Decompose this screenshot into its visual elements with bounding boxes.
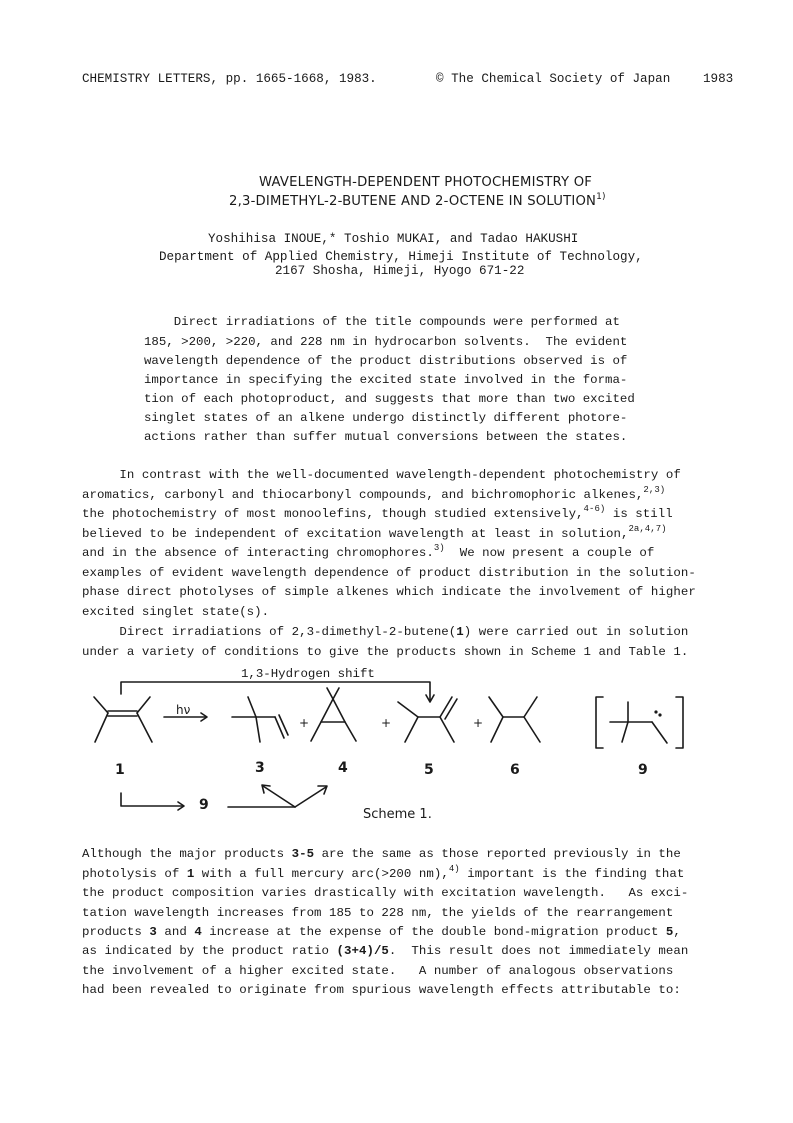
body-line [82,944,688,958]
body-text: Although the major products [82,847,292,861]
structure-compound-1 [94,697,152,742]
body-text: Direct irradiations of 2,3-dimethyl-2-butene( [82,625,457,639]
body-text: , [673,925,681,939]
compound-ref: 1 [186,867,195,881]
label-compound-3: 3 [255,760,265,776]
title-line-2-text: 2,3-DIMETHYL-2-BUTENE AND 2-OCTENE IN SOLUTION [229,194,597,209]
title-footnote: 1) [596,192,606,202]
label-intermediate-9: 9 [199,797,209,813]
label-compound-4: 4 [338,760,348,776]
bottom-v-arrows [228,785,327,807]
body-text: ) were carried out in solution [463,625,689,639]
abstract-line: Direct irradiations of the title compounds were performed at [144,315,620,329]
body-line: had been revealed to originate from spurious wavelength effects attributable to: [82,983,681,997]
plus-sign: + [381,716,392,730]
citation: 4-6) [583,504,606,514]
citation: 2a,4,7) [628,524,667,534]
reaction-arrow [164,713,207,721]
body-line [82,925,681,939]
body-text: and [156,925,195,939]
label-compound-5: 5 [424,762,434,778]
authors: Yoshihisa INOUE,* Toshio MUKAI, and Tadao HAKUSHI [208,232,579,246]
body-text: with a full mercury arc(>200 nm), [194,867,449,881]
body-text: are the same as those reported previously in the [314,847,681,861]
hv-label: hν [176,703,191,717]
compound-ref: 3 [149,925,157,939]
abstract-line: tion of each photoproduct, and suggests that more than two excited [144,392,635,406]
body-text: increase at the expense of the double bond-migration product [201,925,666,939]
affiliation-line-1: Department of Applied Chemistry, Himeji Institute of Technology, [159,250,643,264]
body-line: the product composition varies drastically with excitation wavelength. As exci- [82,886,689,900]
body-text: is still [605,507,673,521]
body-line: under a variety of conditions to give the products shown in Scheme 1 and Table 1. [82,645,689,659]
body-text: and in the absence of interacting chromophores. [82,546,434,560]
body-line [82,847,681,861]
title-line-1: WAVELENGTH-DEPENDENT PHOTOCHEMISTRY OF [259,175,593,190]
body-text: aromatics, carbonyl and thiocarbonyl compounds, and bichromophoric alkenes, [82,488,644,502]
compound-ref: 3-5 [291,847,315,861]
body-line [82,864,685,881]
hydrogen-shift-bracket [121,682,430,700]
compound-ref: 1 [456,625,464,639]
body-line: In contrast with the well-documented wavelength-dependent photochemistry of [82,468,681,482]
body-text: products [82,925,150,939]
journal-citation: CHEMISTRY LETTERS, pp. 1665-1668, 1983. [82,72,377,86]
scheme-caption: Scheme 1. [363,807,432,822]
citation: 4) [448,864,460,874]
compound-ref: 4 [194,925,202,939]
label-compound-1: 1 [115,762,125,778]
plus-sign: + [299,716,310,730]
copyright-notice: © The Chemical Society of Japan [436,72,671,86]
abstract-line: importance in specifying the excited state involved in the forma- [144,373,628,387]
label-compound-6: 6 [510,762,520,778]
body-text: as indicated by the product ratio [82,944,337,958]
bottom-path-arrow [121,793,184,810]
body-line: excited singlet state(s). [82,605,270,619]
body-text: . This result does not immediately mean [388,944,689,958]
structure-compound-4 [311,688,356,741]
abstract-line: 185, >200, >220, and 228 nm in hydrocarbon solvents. The evident [144,335,628,349]
citation: 2,3) [643,485,666,495]
structure-compound-9 [596,697,683,748]
structure-compound-5 [398,697,457,742]
abstract-line: singlet states of an alkene undergo distinctly different photore- [144,411,628,425]
structure-compound-6 [489,697,540,742]
body-line: phase direct photolyses of simple alkenes which indicate the involvement of higher [82,585,696,599]
body-text: important is the finding that [459,867,685,881]
affiliation-line-2: 2167 Shosha, Himeji, Hyogo 671-22 [275,264,525,278]
compound-ref: (3+4)/5 [336,944,389,958]
abstract-line: actions rather than suffer mutual conversions between the states. [144,430,628,444]
body-text: believed to be independent of excitation wavelength at least in solution, [82,527,629,541]
body-line: tation wavelength increases from 185 to 228 nm, the yields of the rearrangement [82,906,674,920]
citation: 3) [433,543,445,553]
hydrogen-shift-label: 1,3-Hydrogen shift [241,667,375,681]
body-text: the photochemistry of most monoolefins, though studied extensively, [82,507,584,521]
body-line: the involvement of a higher excited state. A number of analogous observations [82,964,674,978]
abstract-line: wavelength dependence of the product distributions observed is of [144,354,628,368]
header-year: 1983 [703,72,734,86]
body-line: examples of evident wavelength dependence of product distribution in the solution- [82,566,696,580]
compound-ref: 5 [665,925,674,939]
label-compound-9: 9 [638,762,648,778]
plus-sign: + [473,716,484,730]
body-text: We now present a couple of [444,546,655,560]
structure-compound-3 [232,697,288,742]
body-text: photolysis of [82,867,187,881]
